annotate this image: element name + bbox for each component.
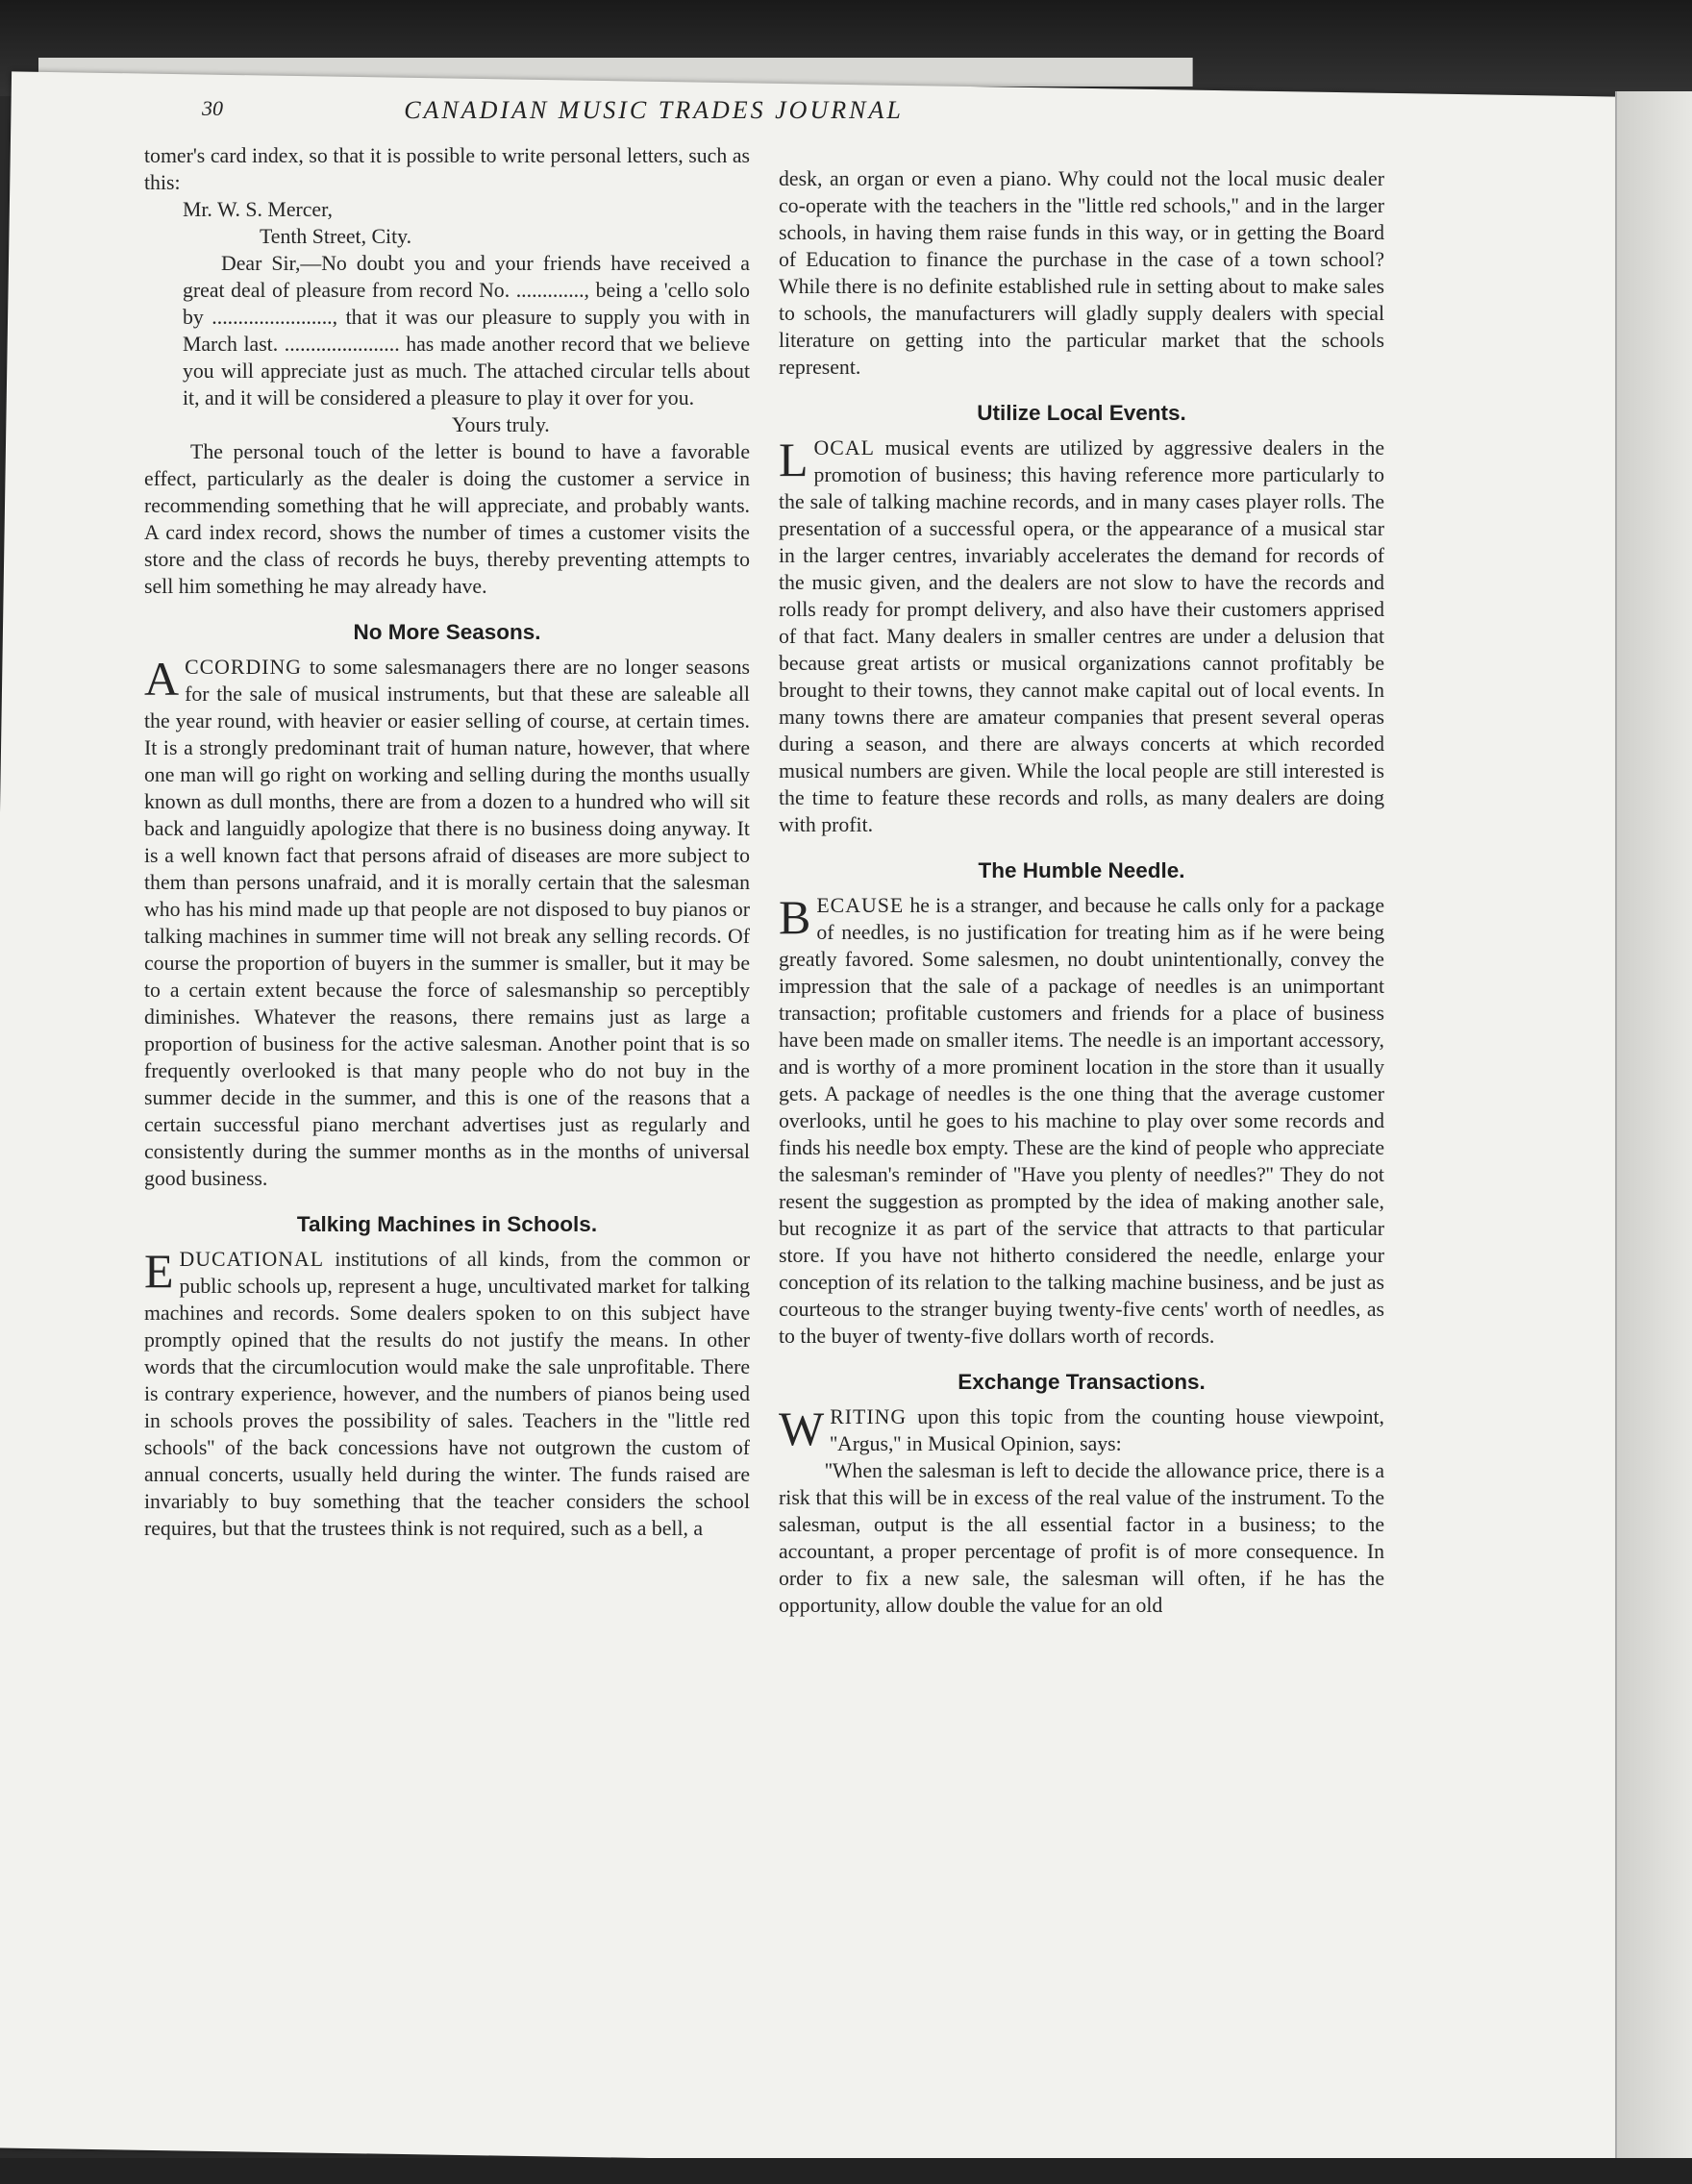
- drop-cap: W: [779, 1402, 825, 1455]
- after-letter-paragraph: The personal touch of the letter is bound to have a favorable effect, particularly as the dealer is doing the customer a service in recommending something that he will appreciate, and probably wants. A card index record, shows the number of times a customer visits the store and the class of records he buys, thereby preventing attempts to sell him something he may already have.: [144, 440, 750, 598]
- letter-closing: Yours truly.: [452, 413, 550, 436]
- page-number: 30: [202, 96, 223, 120]
- small-caps-lead: DUCATIONAL: [179, 1248, 325, 1271]
- section-heading-talking-machines: Talking Machines in Schools.: [296, 1212, 598, 1236]
- section-body-humble-needle: [779, 892, 1384, 1350]
- small-caps-lead: ECAUSE: [816, 894, 905, 917]
- small-caps-lead: RITING: [830, 1405, 908, 1428]
- drop-cap: L: [779, 433, 809, 486]
- small-caps-lead: OCAL: [813, 436, 875, 459]
- quote-paragraph: ''When the salesman is left to decide the allowance price, there is a risk that this will be in excess of the real value of the instrument. To the salesman, output is the all essential factor in a business; to the accountant, a proper percentage of profit is of more consequence. In order to fix a new sale, the salesman will often, if he has the opportunity, allow double the value for an old: [779, 1459, 1384, 1617]
- dark-background-bottom: [0, 2158, 1692, 2184]
- section-heading-exchange-transactions: Exchange Transactions.: [958, 1370, 1206, 1394]
- section-text: to some salesmanagers there are no longer seasons for the sale of musical instruments, but that these are saleable all the year round, with heavier or easier selling of course, at certain times. It is a strongly predominant trait of human nature, however, that where one man will go right on working and selling during the months usually known as dull months, there are from a dozen to a hundred who will sit back and languidly apologize that there is no business doing anyway. It is a well known fact that persons afraid of diseases are more subject to them than persons unafraid, and it is morally certain that the salesman who has his mind made up that people are not disposed to buy pianos or talking machines in summer time will not break any selling records. Of course the proportion of buyers in the summer is smaller, but it may be to a certain extent because the force of salesmanship so perceptibly diminishes. Whatever the reasons, there remains just as large a proportion of business for the active salesman. Another point that is so frequently overlooked is that many people who do not buy in the summer decide in the summer, and this is one of the reasons that a certain successful piano merchant advertises just as regularly and consistently during the summer months as in the months of universal good business.: [144, 656, 750, 1190]
- letter-addressee: Mr. W. S. Mercer,: [183, 198, 333, 221]
- drop-cap: E: [144, 1244, 174, 1298]
- small-caps-lead: CCORDING: [185, 656, 302, 679]
- right-column: [779, 165, 1384, 2049]
- drop-cap: B: [779, 890, 811, 944]
- adjacent-page-strip: [1615, 91, 1692, 2158]
- section-text: institutions of all kinds, from the common or public schools up, represent a huge, uncultivated market for talking machines and records. Some dealers spoken to on this subject have promptly opined that the results do not justify the means. In other words that the circumlocution would make the sale unprofitable. There is contrary experience, however, and the numbers of pianos being used in schools proves the possibility of sales. Teachers in the ''little red schools'' of the back concessions have not outgrown the custom of annual concerts, usually held during the winter. The funds raised are invariably to buy something that the teacher considers the school requires, but that the trustees think is not required, such as a bell, a: [144, 1248, 750, 1540]
- section-body-local-events: [779, 434, 1384, 838]
- left-column: [144, 142, 750, 2026]
- page-header: [202, 96, 1106, 135]
- section-text: he is a stranger, and because he calls only for a package of needles, is no justification for treating him as if he were being greatly favored. Some salesmen, no doubt unintentionally, convey the impression that the sale of a package of needles is an unimportant transaction; profitable customers and friends for a place of business have been made on smaller items. The needle is an important accessory, and is worthy of a more prominent location in the store than it usually gets. A package of needles is the one thing that the average customer overlooks, until he goes to his machine to play over some records and finds his needle box empty. These are the kind of people who appreciate the salesman's reminder of ''Have you plenty of needles?'' They do not resent the suggestion as prompted by the idea of making another sale, but recognize it as part of the service that attracts to that particular store. If you have not hitherto considered the needle, enlarge your conception of its relation to the talking machine business, and be just as courteous to the stranger buying twenty-five cents' worth of needles, as to the buyer of twenty-five dollars worth of records.: [779, 894, 1384, 1348]
- sample-letter: [183, 196, 750, 438]
- continuation-paragraph: desk, an organ or even a piano. Why could not the local music dealer co-operate with the teachers in the ''little red schools,'' and in the larger schools, in having them raise funds in this way, or in getting the Board of Education to finance the purchase in the case of a town school? While there is no definite established rule in setting about to make sales to schools, the manufacturers will gladly supply dealers with special literature on getting into the particular market that the schools represent.: [779, 167, 1384, 379]
- section-heading-humble-needle: The Humble Needle.: [978, 858, 1185, 882]
- section-body-talking-machines: [144, 1246, 750, 1542]
- section-heading-local-events: Utilize Local Events.: [977, 401, 1186, 425]
- section-body-exchange-transactions: [779, 1403, 1384, 1457]
- section-text: musical events are utilized by aggressive dealers in the promotion of business; this having reference more particularly to the sale of talking machine records, and in many cases player rolls. The presentation of a successful opera, or the appearance of a musical star in the larger centres, invariably accelerates the demand for records of the music given, and the dealers are not slow to have the records and rolls ready for prompt delivery, and also have their customers apprised of that fact. Many dealers in smaller centres are under a delusion that because great artists or musical organizations cannot profitably be brought to their towns, they cannot make capital out of local events. In many towns there are amateur companies that present several operas during a season, and there are always concerts at which recorded musical numbers are given. While the local people are still interested is the time to feature these records and rolls, as many dealers are doing with profit.: [779, 436, 1384, 836]
- section-heading-no-more-seasons: No More Seasons.: [353, 620, 541, 644]
- drop-cap: A: [144, 652, 180, 706]
- intro-paragraph: tomer's card index, so that it is possible to write personal letters, such as this:: [144, 144, 750, 194]
- journal-title: CANADIAN MUSIC TRADES JOURNAL: [404, 96, 904, 124]
- section-body-no-more-seasons: [144, 654, 750, 1192]
- letter-street: Tenth Street, City.: [260, 225, 412, 248]
- section-text: upon this topic from the counting house viewpoint, ''Argus,'' in Musical Opinion, says:: [830, 1405, 1384, 1455]
- letter-body: Dear Sir,—No doubt you and your friends have received a great deal of pleasure from record No. ............., being a 'cello solo by ......................., that it was our pleasure to supply you with in March last. ...................... has made another record that we believe you will appreciate just as much. The attached circular tells about it, and it will be considered a pleasure to play it over for you.: [183, 252, 750, 410]
